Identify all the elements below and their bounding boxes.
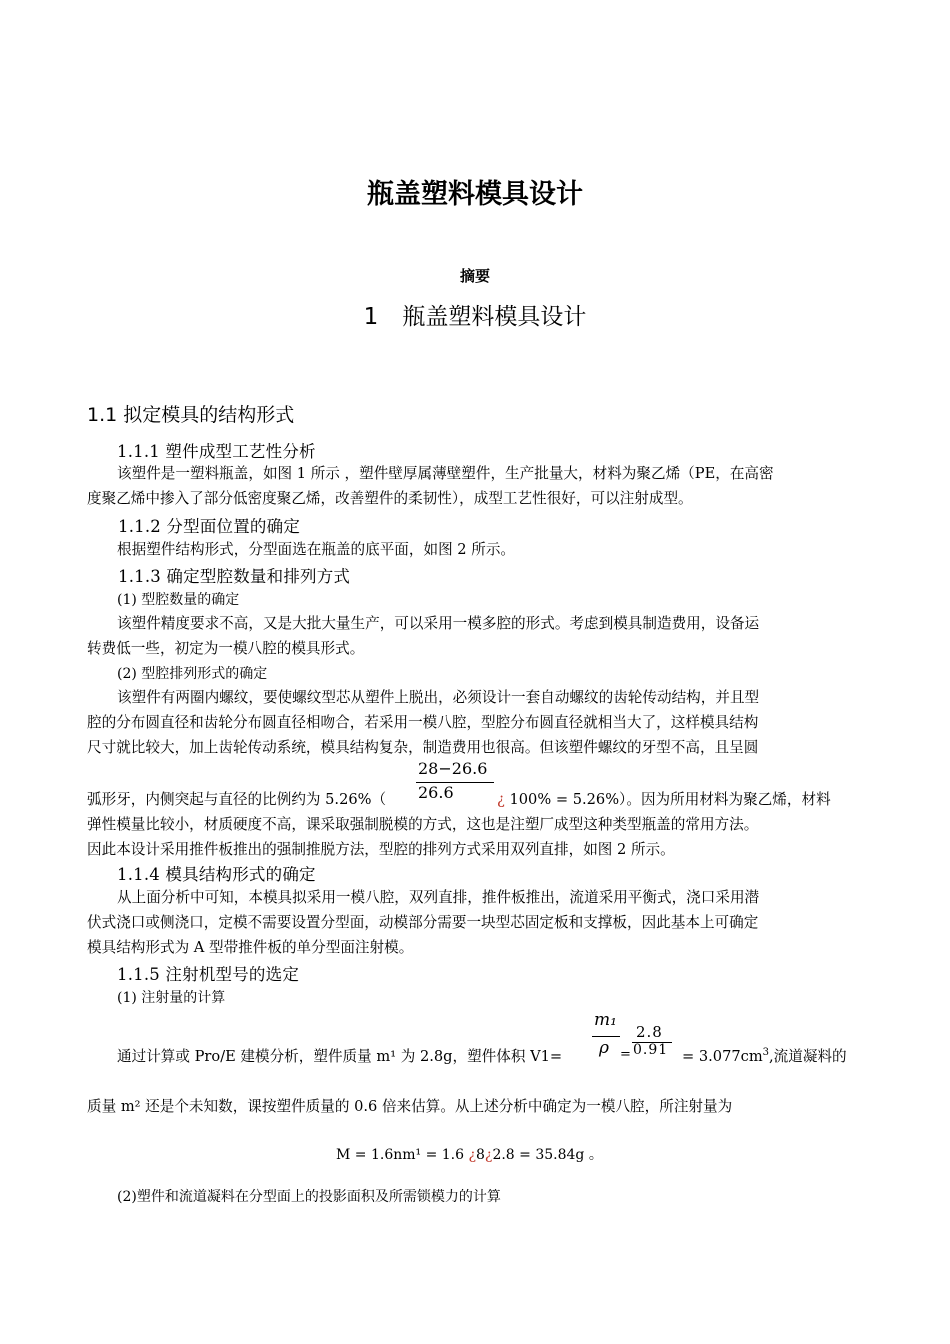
text-line: 弹性模量比较小，材质硬度不高，课采取强制脱模的方式，这也是注塑厂成型这种类型瓶盖的常用方法。	[87, 816, 759, 833]
abstract-label: 摘要	[459, 267, 490, 285]
fraction-mass-numerator: m₁	[594, 1010, 617, 1030]
text-line: 该塑件精度要求不高，又是大批大量生产，可以采用一模多腔的形式。考虑到模具制造费用，设备运	[117, 615, 760, 632]
section-heading: 1.1 拟定模具的结构形式	[87, 404, 295, 426]
text-line: 根据塑件结构形式，分型面选在瓶盖的底平面，如图 2 所示。	[117, 541, 516, 558]
volume-equals: =	[620, 1047, 631, 1062]
subsection-heading-1-1-2: 1.1.2 分型面位置的确定	[118, 517, 301, 536]
chapter-title: 瓶盖塑料模具设计	[402, 304, 587, 330]
text-line: 尺寸就比较大，加上齿轮传动系统，模具结构复杂，制造费用也很高。但该塑件螺纹的牙型不高，且呈圆	[87, 739, 759, 756]
fraction-mass-bar	[592, 1036, 620, 1037]
text-line: 因此本设计采用推件板推出的强制推脱方法，型腔的排列方式采用双列直排，如图 2 所示。	[87, 841, 675, 858]
fraction-value-denominator: 0.91	[633, 1042, 669, 1058]
paragraph-cavity-count	[87, 611, 865, 661]
item-heading-cavity-layout: (2) 型腔排列形式的确定	[117, 666, 268, 682]
text-line: 伏式浇口或侧浇口，定模不需要设置分型面，动模部分需要一块型芯固定板和支撑板，因此基本上可确定	[87, 914, 759, 931]
fraction-value-numerator: 2.8	[636, 1023, 663, 1041]
runner-mass-line: 质量 m² 还是个未知数，课按塑件质量的 0.6 倍来估算。从上述分析中确定为一模八腔，所注射量为	[87, 1098, 733, 1115]
volume-calc-line: 通过计算或 Pro/E 建模分析，塑件质量 m¹ 为 2.8g，塑件体积 V1=	[117, 1048, 563, 1065]
text-line: 转费低一些，初定为一模八腔的模具形式。	[87, 640, 365, 657]
subsection-heading-1-1-1: 1.1.1 塑件成型工艺性分析	[117, 442, 316, 461]
item-heading-cavity-count: (1) 型腔数量的确定	[117, 592, 240, 608]
text-line: 该塑件是一塑料瓶盖，如图 1 所示 ，塑件壁厚属薄壁塑件，生产批量大，材料为聚乙烯（PE，在高密	[117, 465, 774, 482]
symbol-glyph: ¿	[497, 791, 505, 808]
paragraph-cavity-layout-a	[87, 685, 865, 760]
item-heading-projected-area: (2)塑件和流道凝料在分型面上的投影面积及所需锁模力的计算	[117, 1189, 501, 1205]
paragraph-cavity-layout-b	[87, 812, 865, 862]
symbol-glyph: ¿	[484, 1147, 493, 1163]
paragraph-1-1-1	[87, 461, 865, 511]
text-line: 该塑件有两圈内螺纹，要使螺纹型芯从塑件上脱出，必须设计一套自动螺纹的齿轮传动结构，并且型	[117, 689, 760, 706]
symbol-glyph: ¿	[468, 1147, 476, 1163]
text-line: 腔的分布圆直径和齿轮分布圆直径相吻合，若采用一模八腔，型腔分布圆直径就相当大了，这样模具结构	[87, 714, 759, 731]
subsection-heading-1-1-5: 1.1.5 注射机型号的选定	[117, 965, 300, 984]
ratio-line-tail: ¿ 100% = 5.26%）。因为所用材料为聚乙烯，材料	[497, 791, 831, 808]
paragraph-1-1-2	[87, 537, 865, 562]
paragraph-1-1-4	[87, 885, 865, 960]
fraction-denominator: 26.6	[418, 783, 454, 802]
text-line: 度聚乙烯中掺入了部分低密度聚乙烯，改善塑件的柔韧性），成型工艺性很好，可以注射成型。	[87, 490, 693, 507]
fraction-mass-denominator: ρ	[599, 1038, 609, 1058]
subsection-heading-1-1-3: 1.1.3 确定型腔数量和排列方式	[118, 567, 351, 586]
text-line: 模具结构形式为 A 型带推件板的单分型面注射模。	[87, 939, 414, 956]
text-line: 从上面分析中可知，本模具拟采用一模八腔，双列直排，推件板推出，流道采用平衡式，浇口采用潜	[117, 889, 760, 906]
document-title: 瓶盖塑料模具设计	[367, 179, 583, 210]
shot-mass-formula: M = 1.6nm¹ = 1.6 ¿8¿2.8 = 35.84g 。	[336, 1147, 603, 1163]
item-heading-shot-volume: (1) 注射量的计算	[117, 990, 226, 1006]
ratio-line: 弧形牙，内侧突起与直径的比例约为 5.26%（	[87, 791, 387, 808]
fraction-numerator: 28−26.6	[418, 759, 488, 778]
volume-result: = $3.077cm^3$,流道凝料的	[682, 1047, 847, 1065]
subsection-heading-1-1-4: 1.1.4 模具结构形式的确定	[117, 865, 316, 884]
chapter-heading	[0, 298, 950, 331]
chapter-number: 1	[363, 304, 379, 330]
